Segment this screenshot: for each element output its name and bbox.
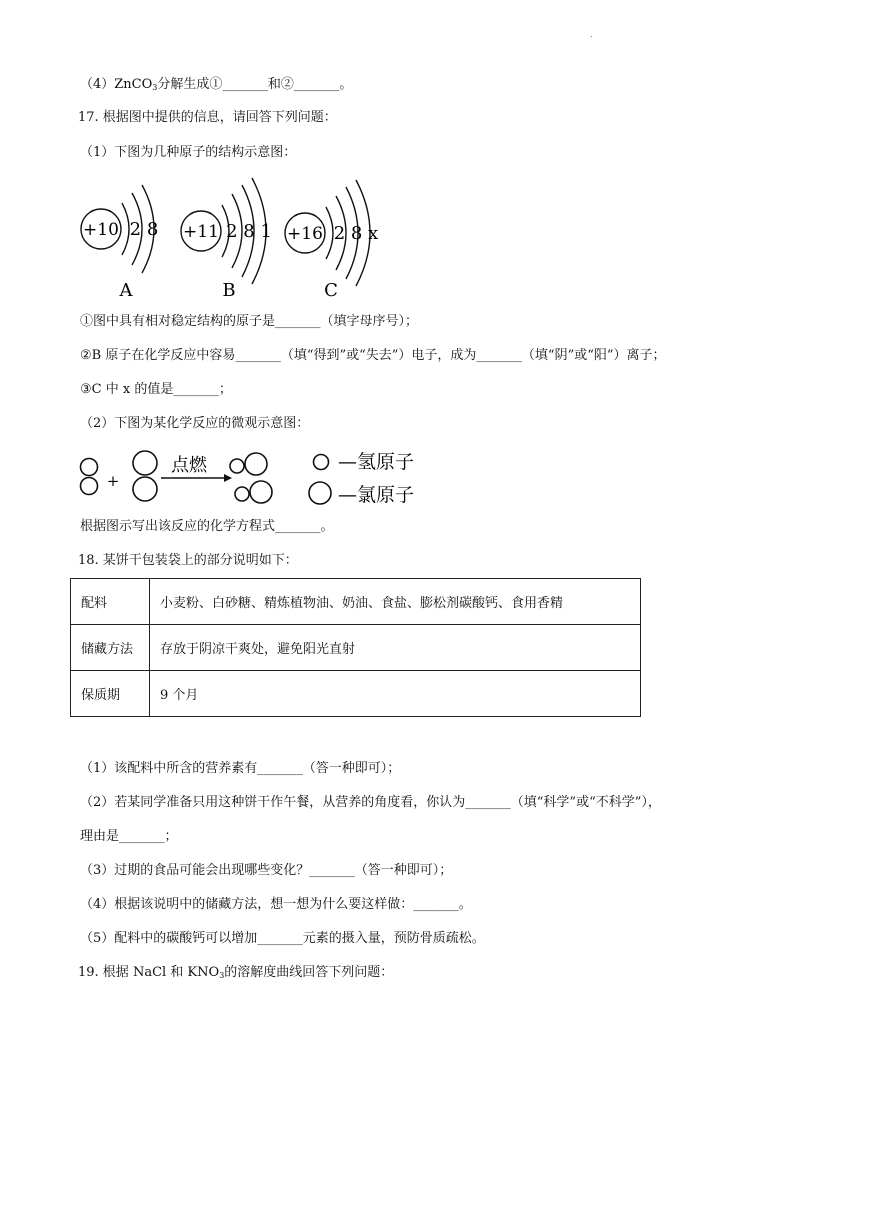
table-cell-key: 配料 <box>71 579 150 625</box>
atom-c-label: C <box>324 280 338 301</box>
q17-sub1: ①图中具有相对稳定结构的原子是_______（填字母序号）； <box>80 314 419 329</box>
atom-b-nucleus: +11 <box>183 222 219 242</box>
q17-sub2: ②B 原子在化学反应中容易_______（填“得到”或“失去”）电子，成为_______（填“阴”或“阳”）离子； <box>80 348 666 363</box>
biscuit-info-table <box>70 578 641 717</box>
table-cell-value: 小麦粉、白砂糖、精炼植物油、奶油、食盐、膨松剂碳酸钙、食用香精 <box>150 579 641 625</box>
table-row <box>71 671 641 717</box>
q16-part4: （4）ZnCO$_3$分解生成①_______和②_______。 <box>80 77 353 92</box>
atom-b-label: B <box>222 280 236 301</box>
atom-b-electrons: 2 8 1 <box>226 221 272 242</box>
q18-p2b: 理由是_______； <box>80 829 178 844</box>
q19-title: 19. 根据 NaCl 和 $KNO_3$的溶解度曲线回答下列问题： <box>78 965 394 980</box>
table-cell-value: 9 个月 <box>150 671 641 717</box>
q17-equation: 根据图示写出该反应的化学方程式_______。 <box>80 519 334 534</box>
q18-p1: （1）该配料中所含的营养素有_______（答一种即可）； <box>80 761 401 776</box>
atom-c-electrons: 2 8 x <box>333 223 379 244</box>
table-cell-value: 存放于阴凉干爽处，避免阳光直射 <box>150 625 641 671</box>
q17-title: 17. 根据图中提供的信息，请回答下列问题： <box>78 110 337 125</box>
table-cell-key: 储藏方法 <box>71 625 150 671</box>
condition-label: 点燃 <box>171 455 207 476</box>
reaction-diagram <box>76 444 456 510</box>
q18-p4: （4）根据该说明中的储藏方法，想一想为什么要这样做：_______。 <box>80 897 472 912</box>
q17-sub3: ③C 中 x 的值是_______； <box>80 382 232 397</box>
q18-p3: （3）过期的食品可能会出现哪些变化？_______（答一种即可）； <box>80 863 453 878</box>
q18-title: 18. 某饼干包装袋上的部分说明如下： <box>78 553 298 568</box>
table-row <box>71 625 641 671</box>
q18-p2: （2）若某同学准备只用这种饼干作午餐，从营养的角度看，你认为_______（填“科学”或“不科学”）， <box>80 795 661 810</box>
plus-sign: + <box>106 472 120 490</box>
legend-chlorine: —氯原子 <box>338 484 415 506</box>
header-mark: . <box>590 30 593 39</box>
atom-c-nucleus: +16 <box>287 224 323 244</box>
q18-p5: （5）配料中的碳酸钙可以增加_______元素的摄入量，预防骨质疏松。 <box>80 931 485 946</box>
table-cell-key: 保质期 <box>71 671 150 717</box>
table-row <box>71 579 641 625</box>
atom-structure-diagram <box>76 176 396 302</box>
legend-hydrogen: —氢原子 <box>338 451 415 473</box>
atom-a-label: A <box>119 280 133 301</box>
q17-part1: （1）下图为几种原子的结构示意图： <box>80 145 297 160</box>
atom-a-nucleus: +10 <box>83 220 119 240</box>
atom-a-electrons: 2 8 <box>129 219 159 240</box>
q17-part2: （2）下图为某化学反应的微观示意图： <box>80 416 310 431</box>
